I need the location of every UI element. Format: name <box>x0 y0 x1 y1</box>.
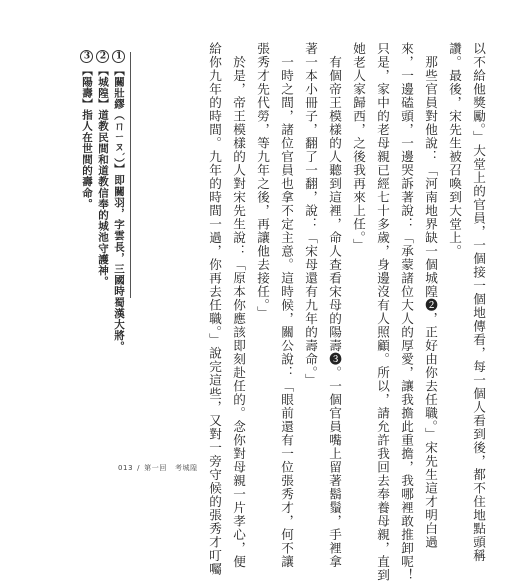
note-2 <box>96 50 109 300</box>
chapter-label: 第一回 <box>144 464 167 472</box>
text-column-7: 有個帝王模樣的人聽到這裡，命人查看宋母的陽壽❸。一個官員嘴上留著鬍鬚，手裡拿 <box>327 42 342 569</box>
page-footer <box>118 463 198 473</box>
note-2-number: 2 <box>96 50 109 63</box>
text-column-3: 那些官員對他說：「河南地界缺一個城隍❷，正好由你去任職。」宋先生這才明白過 <box>423 42 438 549</box>
note-3-number: 3 <box>80 50 93 63</box>
note-1-text: 【關壯繆（ㄇㄧㄡˋ）】即關羽，字雲長，三國時蜀漢大將。 <box>113 65 125 353</box>
text-column-8: 著一本小冊子，翻了一翻，說：「宋母還有九年的壽命。」 <box>303 42 318 387</box>
note-3 <box>80 50 93 300</box>
note-2-text: 【城隍】道教民間和道教信奉的城池守護神。 <box>97 65 109 287</box>
page-number: 013 <box>118 464 134 472</box>
text-column-1: 以不給他獎勵。」大堂上的官員，一個接一個地傳看，每一個人看到後，都不住地點頭稱 <box>471 42 486 563</box>
note-1-number: 1 <box>112 50 125 63</box>
text-column-2: 讚。最後，宋先生被召喚到大堂上。 <box>447 42 462 258</box>
note-1 <box>112 50 125 353</box>
chapter-title: 考城隍 <box>174 464 198 472</box>
text-column-9: 一時之間，諸位官員也拿不定主意。這時候，關公說：「眼前還有一位張秀才，何不讓 <box>279 42 294 569</box>
text-column-5: 只是，家中的老母親已經七十多歲，身邊沒有人照顧。所以，請允許我回去奉養母親，直到 <box>375 42 390 582</box>
notes-divider <box>130 52 131 298</box>
text-column-12: 給你九年的時間。九年的時間一過，你再去任職。」說完這些，又對一旁守候的張秀才叮囑 <box>207 42 222 576</box>
text-column-10: 張秀才先代勞，等九年之後，再讓他去接任。」 <box>255 42 270 320</box>
text-column-6: 她老人家歸西，之後我再來上任。」 <box>351 42 366 252</box>
text-column-11: 於是，帝王模樣的人對宋先生說：「原本你應該即刻赴任的。念你對母親一片孝心，便 <box>231 42 246 569</box>
note-3-text: 【陽壽】指人在世間的壽命。 <box>81 65 93 210</box>
text-column-4: 來，一邊磕頭，一邊哭訴著說：「承蒙諸位大人的厚愛，讓我擔此重擔，我哪裡敢推卸呢！ <box>399 42 414 582</box>
footer-separator: / <box>137 464 141 472</box>
